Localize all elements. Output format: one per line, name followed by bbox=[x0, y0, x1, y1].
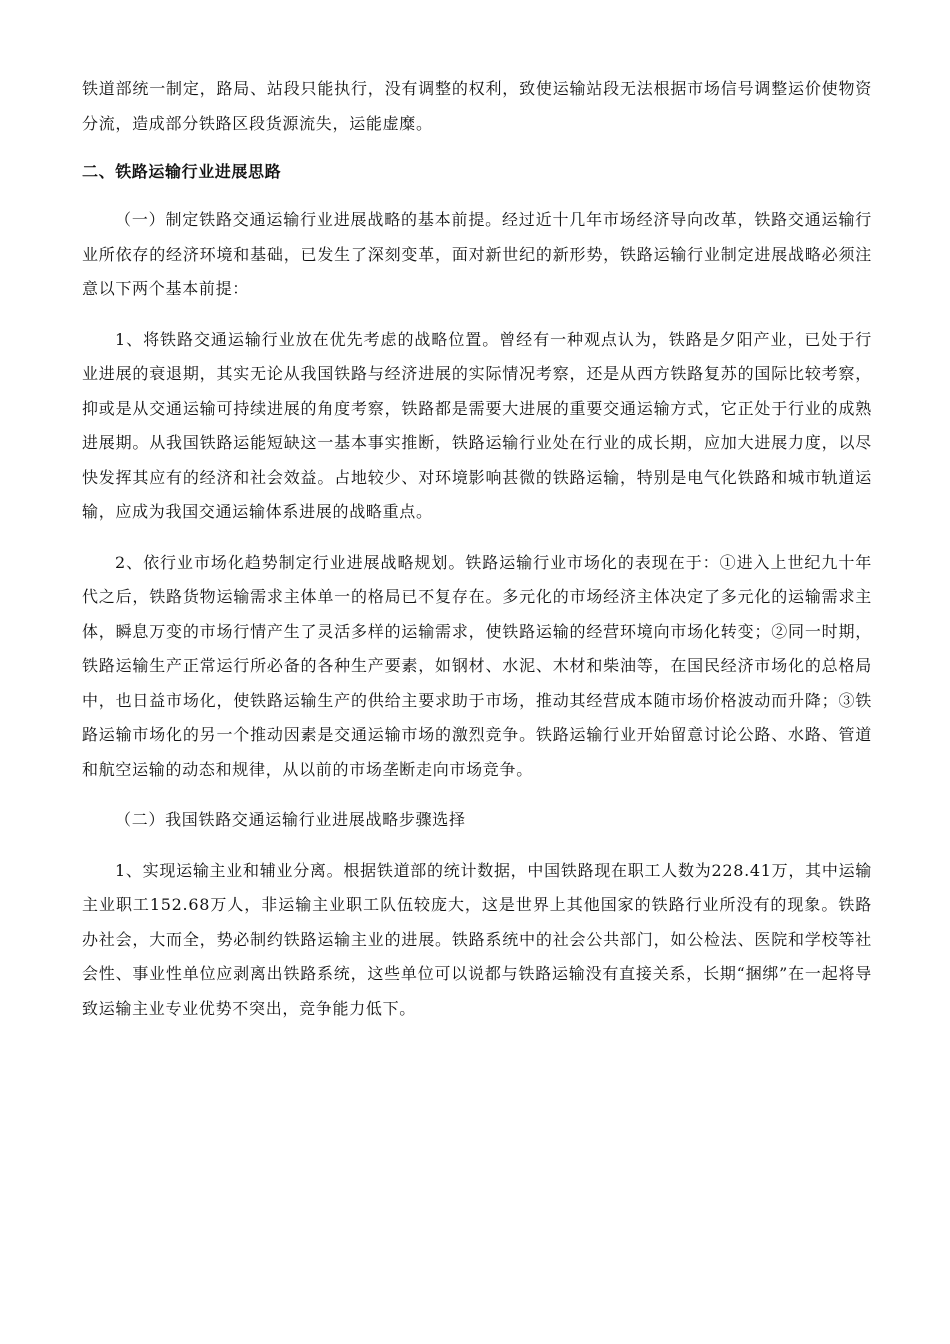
spacer bbox=[82, 787, 872, 803]
spacer bbox=[82, 189, 872, 203]
paragraph-continuation: 铁道部统一制定，路局、站段只能执行，没有调整的权利，致使运输站段无法根据市场信号调整运价使物资分流，造成部分铁路区段货源流失，运能虚糜。 bbox=[82, 79, 872, 133]
document-body bbox=[82, 72, 872, 1026]
paragraph-premise-intro: （一）制定铁路交通运输行业进展战略的基本前提。经过近十几年市场经济导向改革，铁路交通运输行业所依存的经济环境和基础，已发生了深刻变革，面对新世纪的新形势，铁路运输行业制定进展战略必须注意以下两个基本前提： bbox=[82, 210, 872, 298]
paragraph-steps-1: 1、实现运输主业和辅业分离。根据铁道部的统计数据，中国铁路现在职工人数为228.41万，其中运输主业职工152.68万人，非运输主业职工队伍较庞大，这是世界上其他国家的铁路行业所没有的现象。铁路办社会，大而全，势必制约铁路运输主业的进展。铁路系统中的社会公共部门，如公检法、医院和学校等社会性、事业性单位应剥离出铁路系统，这些单位可以说都与铁路运输没有直接关系，长期“捆绑”在一起将导致运输主业专业优势不突出，竞争能力低下。 bbox=[82, 860, 872, 1018]
spacer bbox=[82, 838, 872, 854]
paragraph-steps-intro: （二）我国铁路交通运输行业进展战略步骤选择 bbox=[115, 810, 466, 829]
spacer bbox=[82, 307, 872, 323]
paragraph-premise-1: 1、将铁路交通运输行业放在优先考虑的战略位置。曾经有一种观点认为，铁路是夕阳产业，已处于行业进展的衰退期，其实无论从我国铁路与经济进展的实际情况考察，还是从西方铁路复苏的国际比较考察，抑或是从交通运输可持续进展的角度考察，铁路都是需要大进展的重要交通运输方式，它正处于行业的成熟进展期。从我国铁路运能短缺这一基本事实推断，铁路运输行业处在行业的成长期，应加大进展力度，以尽快发挥其应有的经济和社会效益。占地较少、对环境影响甚微的铁路运输，特别是电气化铁路和城市轨道运输，应成为我国交通运输体系进展的战略重点。 bbox=[82, 329, 872, 521]
spacer bbox=[82, 530, 872, 546]
paragraph-premise-2: 2、依行业市场化趋势制定行业进展战略规划。铁路运输行业市场化的表现在于：①进入上世纪九十年代之后，铁路货物运输需求主体单一的格局已不复存在。多元化的市场经济主体决定了多元化的运输需求主体，瞬息万变的市场行情产生了灵活多样的运输需求，使铁路运输的经营环境向市场化转变；②同一时期，铁路运输生产正常运行所必备的各种生产要素，如钢材、水泥、木材和柴油等，在国民经济市场化的总格局中，也日益市场化，使铁路运输生产的供给主要求助于市场，推动其经营成本随市场价格波动而升降；③铁路运输市场化的另一个推动因素是交通运输市场的激烈竞争。铁路运输行业开始留意讨论公路、水路、管道和航空运输的动态和规律，从以前的市场垄断走向市场竞争。 bbox=[82, 552, 872, 779]
spacer bbox=[82, 141, 872, 155]
section-heading: 二、铁路运输行业进展思路 bbox=[82, 162, 282, 181]
